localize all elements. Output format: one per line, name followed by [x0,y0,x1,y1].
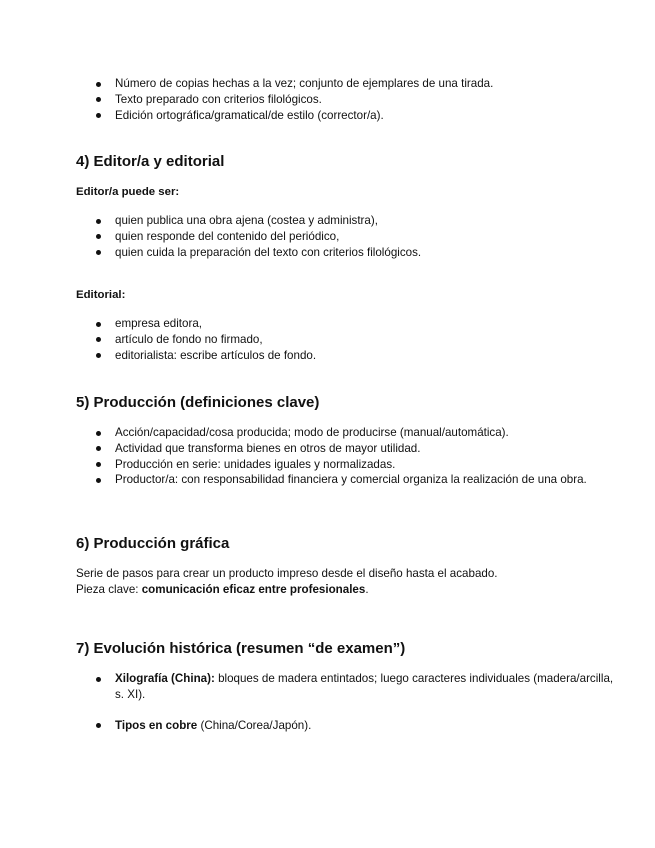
list-item [76,348,615,364]
list-item [76,332,615,348]
bullet-icon [96,431,101,436]
list-item-bold: Tipos en cobre [115,718,198,732]
bullet-icon [96,250,101,255]
section-6-paragraph [76,566,615,597]
production-list [76,425,615,488]
list-item [76,316,615,332]
list-item [76,76,615,92]
list-item [76,108,615,124]
list-item-text: Número de copias hechas a la vez; conjunto de ejemplares de una tirada. [115,77,494,90]
list-item [76,229,615,245]
bullet-icon [96,353,101,358]
list-item-text: empresa editora, [115,317,202,330]
bullet-icon [96,113,101,118]
list-item [76,245,615,261]
bullet-icon [96,478,101,483]
section-6-line-2 [76,582,615,598]
history-list [76,671,615,733]
bullet-icon [96,723,101,728]
list-item [76,425,615,441]
list-item [76,457,615,473]
list-item-text: Acción/capacidad/cosa producida; modo de producirse (manual/automática). [115,426,509,439]
intro-list [76,76,615,123]
bullet-icon [96,234,101,239]
bullet-icon [96,97,101,102]
list-item [76,718,615,734]
bullet-icon [96,82,101,87]
section-5-heading: 5) Producción (definiciones clave) [76,394,320,411]
line-2-prefix: Pieza clave: [76,582,142,596]
list-item-text: quien cuida la preparación del texto con criterios filológicos. [115,245,422,259]
editorial-list-block [76,316,615,363]
list-item [76,213,615,229]
list-item [76,441,615,457]
bullet-icon [96,462,101,467]
list-item-text: bloques de madera entintados; luego caracteres individuales (madera/arcilla, s. XI). [115,672,614,701]
list-item [76,472,615,488]
editorial-list [76,316,615,363]
list-item-text: Edición ortográfica/gramatical/de estilo (corrector/a). [115,108,384,122]
list-item-text: editorialista: escribe artículos de fondo. [115,348,317,362]
history-list-block [76,671,615,733]
section-6-heading: 6) Producción gráfica [76,535,230,552]
section-4-heading: 4) Editor/a y editorial [76,153,225,170]
section-6-line-1: Serie de pasos para crear un producto impreso desde el diseño hasta el acabado. [76,567,498,580]
bullet-icon [96,446,101,451]
intro-list-block [76,76,615,123]
editorial-label: Editorial: [76,289,126,301]
editor-list [76,213,615,260]
list-item-text: Productor/a: con responsabilidad financiera y comercial organiza la realización de una obra. [115,473,587,487]
list-item [76,671,615,703]
list-item [76,92,615,108]
list-item-text: (China/Corea/Japón). [197,718,312,732]
list-item-text: Actividad que transforma bienes en otros de mayor utilidad. [115,441,421,455]
production-list-block [76,425,615,488]
editor-label: Editor/a puede ser: [76,186,180,198]
bullet-icon [96,219,101,224]
list-item-text: artículo de fondo no firmado, [115,332,263,346]
list-item-text: Texto preparado con criterios filológicos. [115,92,322,106]
bullet-icon [96,337,101,342]
line-2-suffix: . [365,582,369,596]
list-item-text: quien responde del contenido del periódico, [115,229,340,243]
section-7-heading: 7) Evolución histórica (resumen “de examen”) [76,640,406,657]
editor-list-block [76,213,615,260]
bullet-icon [96,677,101,682]
list-item-text: Producción en serie: unidades iguales y normalizadas. [115,457,396,471]
line-2-bold: comunicación eficaz entre profesionales [141,582,366,596]
list-item-bold: Xilografía (China): [115,672,215,685]
bullet-icon [96,322,101,327]
list-item-text: quien publica una obra ajena (costea y administra), [115,214,378,227]
